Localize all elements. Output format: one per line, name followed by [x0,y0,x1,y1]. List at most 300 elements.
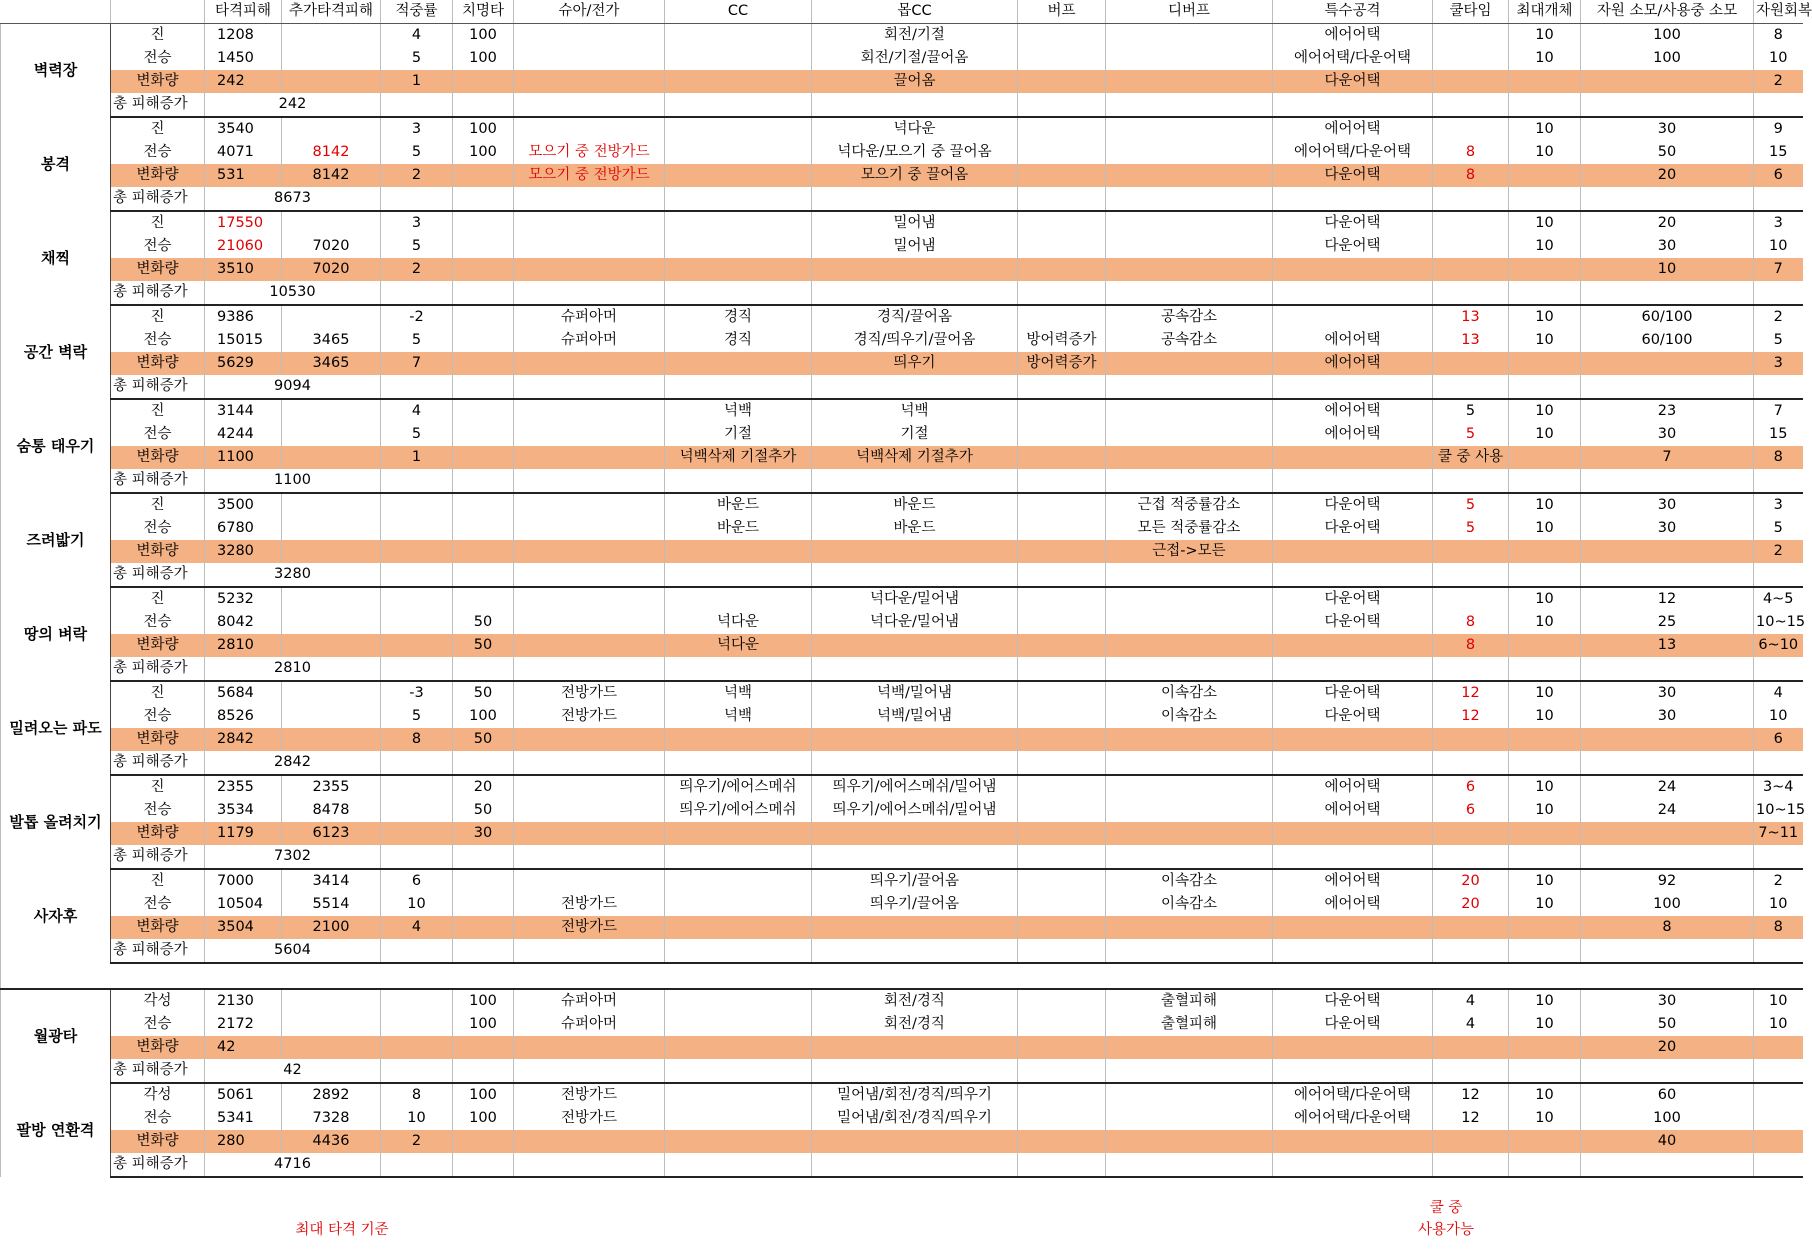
total-label: 총 피해증가 [111,1153,205,1177]
total-value: 10530 [205,281,381,305]
base-row [1,681,1803,705]
cell-cooldown: 12 [1433,705,1509,728]
header-buff: 버프 [1018,0,1106,24]
cell-extra-damage [282,47,381,70]
row-label: 각성 [111,989,205,1013]
base-row [1,24,1803,48]
header-mob-cc: 몹CC [812,0,1018,24]
cell-super-armor [514,1036,665,1059]
empty-cell [1581,845,1754,869]
empty-cell [665,939,812,963]
cell-extra-damage [282,728,381,751]
cell-extra-damage: 7328 [282,1107,381,1130]
empty-cell [665,281,812,305]
cell-critical: 100 [453,989,514,1013]
cell-debuff: 출혈피해 [1106,1013,1273,1036]
cell-accuracy: 8 [381,1083,453,1107]
cell-mob-cc: 넉백 [812,399,1018,423]
empty-cell [1754,845,1803,869]
cell-cc: 바운드 [665,493,812,517]
cell-resource-regen: 8 [1754,446,1803,469]
cell-critical: 100 [453,24,514,48]
total-row [1,93,1803,117]
cell-buff [1018,211,1106,235]
cell-max-targets: 10 [1509,493,1581,517]
empty-cell [514,751,665,775]
cell-cooldown: 12 [1433,1107,1509,1130]
cell-mob-cc: 기절 [812,423,1018,446]
cell-critical: 100 [453,47,514,70]
empty-cell [1754,281,1803,305]
empty-cell [453,469,514,493]
cell-max-targets: 10 [1509,1107,1581,1130]
cell-max-targets: 10 [1509,305,1581,329]
cell-max-targets: 10 [1509,24,1581,48]
cell-hit-damage: 2842 [205,728,282,751]
cell-cc [665,1013,812,1036]
cell-super-armor [514,775,665,799]
cell-buff [1018,493,1106,517]
cell-cc [665,235,812,258]
header-critical: 치명타 [453,0,514,24]
row-label: 전승 [111,517,205,540]
cell-cooldown [1433,24,1509,48]
empty-cell [1273,281,1433,305]
skill-name: 발톱 올려치기 [1,775,111,869]
cell-debuff: 근접->모든 [1106,540,1273,563]
cell-resource-regen: 10~15 [1754,611,1803,634]
cell-resource-regen [1754,1130,1803,1153]
cell-resource-cost: 100 [1581,1107,1754,1130]
change-row [1,540,1803,563]
cell-hit-damage: 42 [205,1036,282,1059]
cell-max-targets: 10 [1509,141,1581,164]
empty-cell [1509,93,1581,117]
empty-cell [1433,1059,1509,1083]
cell-max-targets: 10 [1509,775,1581,799]
empty-cell [1106,751,1273,775]
empty-cell [812,469,1018,493]
cell-max-targets: 10 [1509,587,1581,611]
cell-debuff [1106,24,1273,48]
cell-critical [453,70,514,93]
cell-super-armor [514,47,665,70]
cell-super-armor: 전방가드 [514,893,665,916]
cell-buff [1018,611,1106,634]
empty-cell [1581,469,1754,493]
cell-buff [1018,70,1106,93]
cell-debuff [1106,1083,1273,1107]
cell-resource-cost: 13 [1581,634,1754,657]
change-row [1,822,1803,845]
cell-accuracy: 2 [381,164,453,187]
cell-debuff [1106,1107,1273,1130]
empty-cell [453,281,514,305]
cell-mob-cc: 넉백/밀어냄 [812,705,1018,728]
cell-mob-cc: 밀어냄/회전/경직/띄우기 [812,1107,1018,1130]
cell-resource-cost: 60 [1581,1083,1754,1107]
master-row [1,705,1803,728]
cell-max-targets: 10 [1509,329,1581,352]
cell-buff [1018,587,1106,611]
cell-hit-damage: 3144 [205,399,282,423]
empty-cell [514,563,665,587]
empty-cell [665,563,812,587]
cell-special-attack: 에어어택 [1273,399,1433,423]
cell-resource-regen: 15 [1754,141,1803,164]
cell-cooldown: 8 [1433,141,1509,164]
master-row [1,1107,1803,1130]
cell-mob-cc: 경직/띄우기/끌어옴 [812,329,1018,352]
cell-critical [453,305,514,329]
header-accuracy: 적중률 [381,0,453,24]
cell-resource-regen [1754,1107,1803,1130]
cell-resource-regen: 10 [1754,1013,1803,1036]
cell-resource-regen: 7~11 [1754,822,1803,845]
cell-accuracy: 1 [381,70,453,93]
cell-critical [453,399,514,423]
header-hit-damage: 타격피해 [205,0,282,24]
total-row [1,1059,1803,1083]
skill-name: 채찍 [1,211,111,305]
cell-super-armor [514,587,665,611]
cell-accuracy [381,799,453,822]
cell-resource-regen: 10 [1754,893,1803,916]
empty-cell [514,657,665,681]
cell-cc: 넉백 [665,705,812,728]
cell-extra-damage [282,70,381,93]
cell-special-attack: 다운어택 [1273,211,1433,235]
header-special-attack: 특수공격 [1273,0,1433,24]
cell-extra-damage: 8142 [282,141,381,164]
cell-mob-cc: 띄우기/에어스메쉬/밀어냄 [812,775,1018,799]
skill-name: 땅의 벼락 [1,587,111,681]
header-cell [111,0,205,24]
cell-hit-damage: 5629 [205,352,282,375]
cell-cc [665,164,812,187]
empty-cell [1018,751,1106,775]
cell-resource-regen: 10~15 [1754,799,1803,822]
empty-cell [1106,657,1273,681]
empty-cell [1018,1059,1106,1083]
empty-cell [1509,469,1581,493]
cell-buff [1018,705,1106,728]
cell-resource-cost: 10 [1581,258,1754,281]
row-label: 전승 [111,893,205,916]
cell-critical: 50 [453,681,514,705]
cell-super-armor [514,1130,665,1153]
cell-max-targets: 10 [1509,799,1581,822]
cell-max-targets [1509,634,1581,657]
cell-special-attack: 에어어택/다운어택 [1273,1107,1433,1130]
cell-debuff [1106,164,1273,187]
empty-cell [1273,563,1433,587]
empty-cell [665,751,812,775]
row-label: 진 [111,681,205,705]
cell-accuracy: 5 [381,141,453,164]
cell-special-attack: 에어어택 [1273,869,1433,893]
cell-debuff [1106,1036,1273,1059]
empty-cell [1273,187,1433,211]
cell-critical: 20 [453,775,514,799]
cell-hit-damage: 3510 [205,258,282,281]
cell-resource-regen: 10 [1754,47,1803,70]
cell-cc [665,352,812,375]
cell-max-targets: 10 [1509,399,1581,423]
empty-cell [1273,657,1433,681]
cell-special-attack: 다운어택 [1273,611,1433,634]
cell-extra-damage [282,989,381,1013]
empty-cell [1509,375,1581,399]
empty-cell [1106,281,1273,305]
empty-cell [381,657,453,681]
cell-buff [1018,258,1106,281]
change-row [1,1036,1803,1059]
cell-accuracy: 5 [381,705,453,728]
cell-resource-regen: 2 [1754,70,1803,93]
cell-hit-damage: 9386 [205,305,282,329]
cell-super-armor [514,611,665,634]
cell-super-armor [514,728,665,751]
cell-special-attack: 다운어택 [1273,1013,1433,1036]
cell-cooldown: 6 [1433,799,1509,822]
cell-mob-cc: 밀어냄 [812,235,1018,258]
cell-super-armor [514,799,665,822]
cell-special-attack [1273,446,1433,469]
cell-hit-damage: 3534 [205,799,282,822]
skill-name: 숨통 태우기 [1,399,111,493]
empty-cell [1754,187,1803,211]
empty-cell [1433,939,1509,963]
empty-cell [381,939,453,963]
cell-cc: 넉백 [665,681,812,705]
base-row [1,399,1803,423]
cell-max-targets [1509,352,1581,375]
cell-mob-cc [812,258,1018,281]
row-label: 변화량 [111,916,205,939]
cell-cc: 넉다운 [665,611,812,634]
cell-mob-cc: 띄우기/끌어옴 [812,869,1018,893]
cell-critical [453,446,514,469]
cell-special-attack: 에어어택 [1273,24,1433,48]
change-row [1,446,1803,469]
cell-special-attack [1273,728,1433,751]
cell-resource-regen: 9 [1754,117,1803,141]
cell-accuracy [381,540,453,563]
empty-cell [381,751,453,775]
cell-super-armor: 슈퍼아머 [514,329,665,352]
cell-hit-damage: 8526 [205,705,282,728]
cell-max-targets: 10 [1509,1013,1581,1036]
cell-resource-regen [1754,1036,1803,1059]
cell-mob-cc: 띄우기 [812,352,1018,375]
cell-cc [665,587,812,611]
skill-name: 사자후 [1,869,111,963]
base-row [1,989,1803,1013]
total-label: 총 피해증가 [111,751,205,775]
cell-extra-damage: 2100 [282,916,381,939]
empty-cell [812,657,1018,681]
empty-cell [514,281,665,305]
cell-hit-damage: 531 [205,164,282,187]
cell-debuff [1106,258,1273,281]
cell-mob-cc [812,634,1018,657]
row-label: 변화량 [111,70,205,93]
cell-resource-cost: 100 [1581,24,1754,48]
cell-resource-regen: 5 [1754,329,1803,352]
empty-cell [1581,563,1754,587]
empty-cell [1106,375,1273,399]
cell-cooldown [1433,587,1509,611]
cell-accuracy: 10 [381,893,453,916]
empty-cell [381,187,453,211]
cell-mob-cc: 넉다운/밀어냄 [812,587,1018,611]
empty-cell [1433,469,1509,493]
cell-critical [453,211,514,235]
cell-extra-damage: 2355 [282,775,381,799]
empty-cell [1581,375,1754,399]
spacer-cell [1,963,1803,989]
section-spacer [1,963,1803,989]
cell-resource-cost [1581,540,1754,563]
cell-extra-damage [282,517,381,540]
cell-accuracy [381,634,453,657]
cell-cooldown [1433,1036,1509,1059]
skill-name: 월광타 [1,989,111,1083]
empty-cell [1581,281,1754,305]
cell-mob-cc [812,1130,1018,1153]
cell-debuff: 공속감소 [1106,305,1273,329]
cell-critical [453,352,514,375]
cell-cooldown: 4 [1433,1013,1509,1036]
skill-name: 봉격 [1,117,111,211]
cell-resource-regen: 6~10 [1754,634,1803,657]
row-label: 전승 [111,1013,205,1036]
base-row [1,493,1803,517]
cell-super-armor: 전방가드 [514,705,665,728]
empty-cell [453,939,514,963]
row-label: 진 [111,587,205,611]
cell-extra-damage [282,446,381,469]
cell-cooldown: 8 [1433,611,1509,634]
cell-super-armor [514,24,665,48]
cell-super-armor: 전방가드 [514,916,665,939]
cell-resource-cost: 30 [1581,989,1754,1013]
cell-resource-cost: 30 [1581,681,1754,705]
cell-cc [665,728,812,751]
total-label: 총 피해증가 [111,93,205,117]
cell-cooldown: 4 [1433,989,1509,1013]
empty-cell [453,1059,514,1083]
cell-resource-cost: 30 [1581,423,1754,446]
cell-resource-cost: 8 [1581,916,1754,939]
empty-cell [812,1059,1018,1083]
cell-cooldown [1433,916,1509,939]
header-row [1,0,1803,24]
cell-cooldown [1433,822,1509,845]
cell-hit-damage: 242 [205,70,282,93]
cell-cc: 경직 [665,329,812,352]
cell-super-armor [514,634,665,657]
cell-resource-cost [1581,822,1754,845]
total-row [1,563,1803,587]
cell-resource-regen: 7 [1754,399,1803,423]
cell-accuracy [381,775,453,799]
cell-super-armor [514,822,665,845]
empty-cell [1273,93,1433,117]
total-row [1,187,1803,211]
empty-cell [1509,1153,1581,1177]
cell-mob-cc: 바운드 [812,493,1018,517]
cell-resource-cost [1581,70,1754,93]
empty-cell [812,93,1018,117]
total-value: 7302 [205,845,381,869]
cell-extra-damage: 3414 [282,869,381,893]
cell-cooldown [1433,70,1509,93]
cell-critical [453,329,514,352]
total-row [1,469,1803,493]
cell-super-armor [514,869,665,893]
empty-cell [1018,657,1106,681]
cell-buff [1018,869,1106,893]
cell-max-targets: 10 [1509,47,1581,70]
total-label: 총 피해증가 [111,939,205,963]
cell-special-attack [1273,634,1433,657]
cell-buff [1018,399,1106,423]
total-row [1,657,1803,681]
empty-cell [1754,939,1803,963]
cell-cc [665,893,812,916]
empty-cell [1754,657,1803,681]
row-label: 변화량 [111,540,205,563]
total-row [1,375,1803,399]
cell-resource-cost: 30 [1581,235,1754,258]
cell-buff [1018,1013,1106,1036]
empty-cell [514,187,665,211]
cell-accuracy: 5 [381,47,453,70]
cell-buff [1018,799,1106,822]
cell-resource-cost: 30 [1581,117,1754,141]
cell-debuff [1106,352,1273,375]
total-label: 총 피해증가 [111,657,205,681]
row-label: 전승 [111,611,205,634]
cell-buff [1018,989,1106,1013]
cell-buff [1018,235,1106,258]
cell-critical [453,540,514,563]
cell-buff [1018,305,1106,329]
cell-critical [453,423,514,446]
empty-cell [453,657,514,681]
cell-special-attack: 다운어택 [1273,681,1433,705]
header-debuff: 디버프 [1106,0,1273,24]
cell-resource-regen [1754,1083,1803,1107]
master-row [1,329,1803,352]
cell-mob-cc: 띄우기/끌어옴 [812,893,1018,916]
base-row [1,211,1803,235]
cell-extra-damage [282,211,381,235]
empty-cell [1581,93,1754,117]
cell-critical: 100 [453,1083,514,1107]
cell-resource-regen: 3 [1754,352,1803,375]
cell-special-attack: 다운어택 [1273,705,1433,728]
cell-max-targets: 10 [1509,893,1581,916]
cell-mob-cc: 넉백/밀어냄 [812,681,1018,705]
cell-buff [1018,540,1106,563]
master-row [1,141,1803,164]
empty-cell [453,563,514,587]
empty-cell [514,1059,665,1083]
row-label: 전승 [111,423,205,446]
